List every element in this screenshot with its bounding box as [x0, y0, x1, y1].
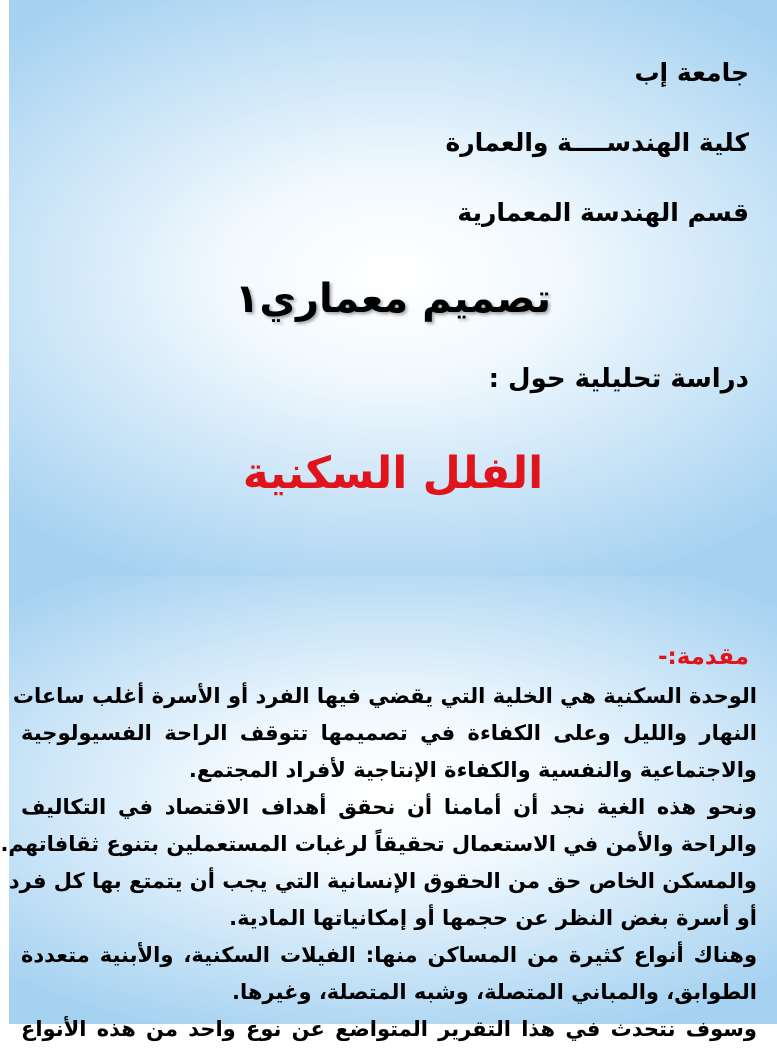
paragraph-line: الوحدة السكنية هي الخلية التي يقضي فيها الفرد أو الأسرة أغلب ساعات: [12, 684, 757, 708]
intro-heading: مقدمة:-: [657, 644, 749, 670]
study-label: دراسة تحليلية حول :: [488, 364, 749, 394]
intro-slide: [0, 576, 777, 1041]
paragraph-line: والمسكن الخاص حق من الحقوق الإنسانية التي يجب أن يتمتع بها كل فرد: [8, 869, 757, 893]
paragraph-line: النهار والليل وعلى الكفاءة في تصميمها تتوقف الراحة الفسيولوجية: [21, 721, 757, 745]
paragraph-line: الطوابق، والمباني المتصلة، وشبه المتصلة، وغيرها.: [232, 980, 757, 1004]
paragraph-line: وسوف نتحدث في هذا التقرير المتواضع عن نوع واحد من هذه الأنواع: [21, 1017, 757, 1041]
department-name: قسم الهندسة المعمارية: [457, 198, 749, 227]
university-name: جامعة إب: [634, 58, 749, 87]
paragraph-line: والاجتماعية والنفسية والكفاءة الإنتاجية لأفراد المجتمع.: [188, 758, 757, 782]
intro-paragraph: [0, 678, 757, 1048]
title-slide: [9, 0, 777, 576]
paragraph-line: وهناك أنواع كثيرة من المساكن منها: الفيلات السكنية، والأبنية متعددة: [21, 943, 757, 967]
paragraph-line: والراحة والأمن في الاستعمال تحقيقاً لرغبات المستعملين بتنوع ثقافاتهم.: [0, 832, 757, 856]
paragraph-line: ونحو هذه الغية نجد أن أمامنا أن نحقق أهداف الاقتصاد في التكاليف: [21, 795, 757, 819]
paragraph-line: أو أسرة بغض النظر عن حجمها أو إمكانياتها المادية.: [229, 906, 757, 930]
course-title: تصميم معماري١: [234, 276, 552, 322]
topic-title: الفلل السكنية: [242, 448, 544, 499]
college-name: كلية الهندســــة والعمارة: [445, 128, 749, 157]
